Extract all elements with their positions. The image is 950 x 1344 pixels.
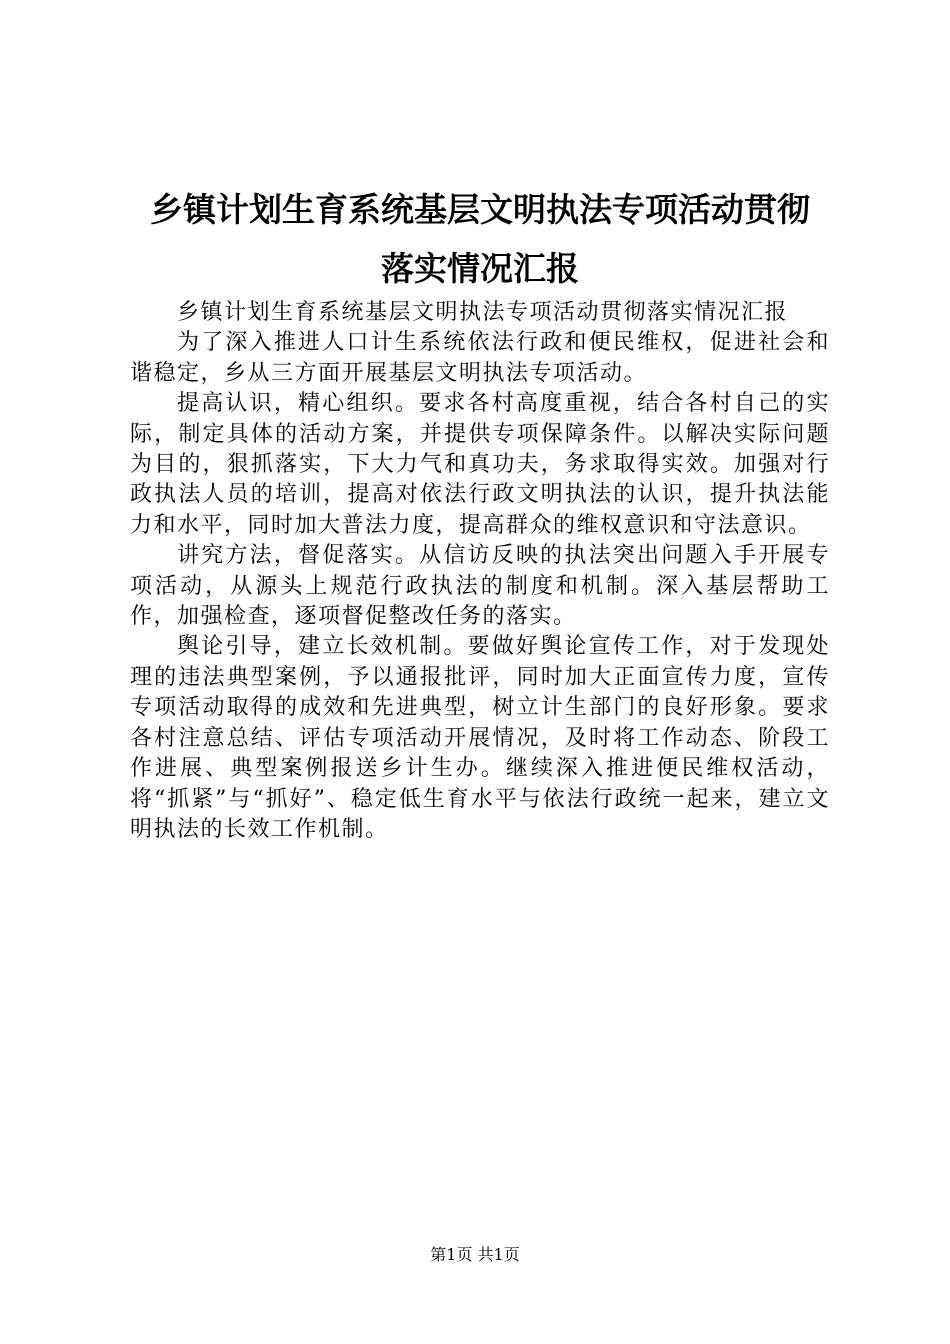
document-title-line-2: 落实情况汇报 bbox=[381, 249, 579, 288]
paragraph-guidance: 舆论引导，建立长效机制。要做好舆论宣传工作，对于发现处理的违法典型案例，予以通报批评，同时加大正面宣传力度，宣传专项活动取得的成效和先进典型，树立计生部门的良好形象。要求各村注意总结、评估专项活动开展情况，及时将工作动态、阶段工作进展、典型案例报送乡计生办。继续深入推进便民维权活动，将“抓紧”与“抓好”、稳定低生育水平与依法行政统一起来，建立文明执法的长效工作机制。 bbox=[130, 634, 830, 842]
document-body bbox=[130, 298, 830, 845]
page-footer: 第1页 共1页 bbox=[430, 1245, 520, 1264]
paragraph-intro: 为了深入推进人口计生系统依法行政和便民维权，促进社会和谐稳定，乡从三方面开展基层文明执法专项活动。 bbox=[130, 330, 830, 386]
paragraph-awareness: 提高认识，精心组织。要求各村高度重视，结合各村自己的实际，制定具体的活动方案，并提供专项保障条件。以解决实际问题为目的，狠抓落实，下大力气和真功夫，务求取得实效。加强对行政执法人员的培训，提高对依法行政文明执法的认识，提升执法能力和水平，同时加大普法力度，提高群众的维权意识和守法意识。 bbox=[130, 391, 830, 538]
paragraph-methods: 讲究方法，督促落实。从信访反映的执法突出问题入手开展专项活动，从源头上规范行政执法的制度和机制。深入基层帮助工作，加强检查，逐项督促整改任务的落实。 bbox=[130, 543, 830, 630]
paragraph-heading-repeat: 乡镇计划生育系统基层文明执法专项活动贯彻落实情况汇报 bbox=[177, 300, 789, 325]
document-title-line-1: 乡镇计划生育系统基层文明执法专项活动贯彻 bbox=[150, 190, 810, 229]
